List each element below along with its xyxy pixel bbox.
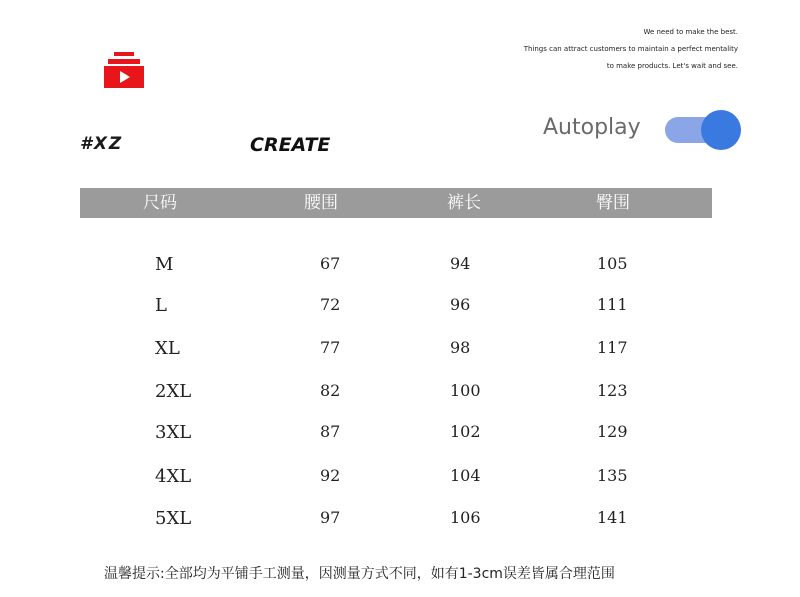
size-cell: XL xyxy=(155,338,180,359)
table-row xyxy=(0,381,800,405)
length-cell: 100 xyxy=(450,381,481,400)
tagline xyxy=(524,24,738,75)
length-cell: 106 xyxy=(450,508,481,527)
size-cell: 4XL xyxy=(155,466,192,487)
video-play-icon xyxy=(104,52,146,90)
tagline-line: We need to make the best. xyxy=(643,28,738,36)
hip-cell: 129 xyxy=(597,422,628,441)
size-cell: 5XL xyxy=(155,508,192,529)
length-cell: 94 xyxy=(450,254,471,273)
brand-name: CREATE xyxy=(250,134,331,156)
tagline-line: to make products. Let's wait and see. xyxy=(606,62,738,70)
autoplay-toggle[interactable] xyxy=(665,110,741,150)
size-table-header xyxy=(80,188,712,218)
table-row xyxy=(0,254,800,278)
size-cell: M xyxy=(155,254,174,275)
hip-cell: 141 xyxy=(597,508,628,527)
hip-cell: 111 xyxy=(597,295,628,314)
length-cell: 102 xyxy=(450,422,481,441)
waist-cell: 92 xyxy=(320,466,341,485)
column-header-waist: 腰围 xyxy=(304,193,338,213)
waist-cell: 97 xyxy=(320,508,341,527)
table-row xyxy=(0,422,800,446)
toggle-knob[interactable] xyxy=(701,110,741,150)
waist-cell: 72 xyxy=(320,295,341,314)
column-header-length: 裤长 xyxy=(447,193,481,213)
waist-cell: 67 xyxy=(320,254,341,273)
column-header-size: 尺码 xyxy=(143,193,177,213)
autoplay-label: Autoplay xyxy=(543,115,641,140)
size-cell: 2XL xyxy=(155,381,192,402)
hip-cell: 123 xyxy=(597,381,628,400)
size-cell: 3XL xyxy=(155,422,192,443)
column-header-hip: 臀围 xyxy=(596,193,630,213)
size-cell: L xyxy=(155,295,167,316)
waist-cell: 82 xyxy=(320,381,341,400)
waist-cell: 87 xyxy=(320,422,341,441)
length-cell: 104 xyxy=(450,466,481,485)
measurement-note: 温馨提示:全部均为平铺手工测量，因测量方式不同，如有1-3cm误差皆属合理范围 xyxy=(104,566,615,582)
hip-cell: 117 xyxy=(597,338,628,357)
brand-hashtag: #XZ xyxy=(80,134,124,154)
hip-cell: 135 xyxy=(597,466,628,485)
tagline-line: Things can attract customers to maintain a perfect mentality xyxy=(523,45,738,53)
table-row xyxy=(0,508,800,532)
length-cell: 98 xyxy=(450,338,471,357)
hip-cell: 105 xyxy=(597,254,628,273)
waist-cell: 77 xyxy=(320,338,341,357)
table-row xyxy=(0,338,800,362)
table-row xyxy=(0,295,800,319)
table-row xyxy=(0,466,800,490)
length-cell: 96 xyxy=(450,295,471,314)
